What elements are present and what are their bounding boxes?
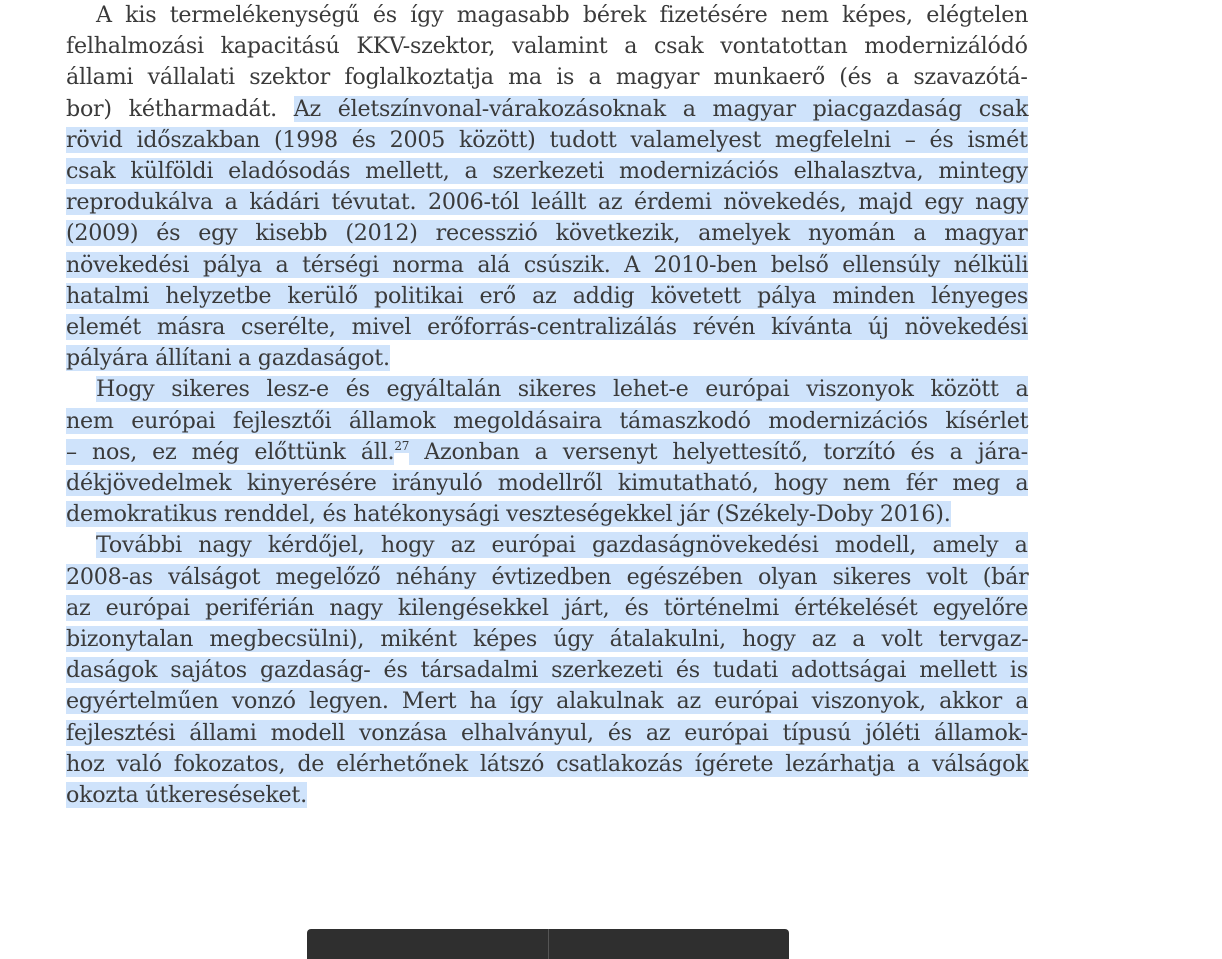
text-line[interactable] [66, 312, 1028, 343]
text-run: növekedési pálya a térségi norma alá csúszik. A 2010-ben belső ellensúly nélküli [66, 251, 1029, 278]
text-run: fejlesztési állami modell vonzása elhalványul, és az európai típusú jóléti államok- [66, 719, 1028, 746]
text-run: pályára állítani a gazdaságot. [66, 345, 390, 372]
text-run: Azonban a versenyt helyettesítő, torzító és a jára- [409, 438, 1028, 465]
text-run: bizonytalan megbecsülni), miként képes úgy átalakulni, hogy az a volt tervgaz- [66, 626, 1029, 652]
text-line[interactable] [66, 437, 1028, 468]
text-run: A kis termelékenységű és így magasabb bérek fizetésére nem képes, elégtelen [96, 2, 1029, 28]
toolbar-button-left[interactable] [307, 929, 549, 959]
text-run: Az életszínvonal-várakozásoknak a magyar piacgazdaság csak [293, 95, 1029, 122]
text-line[interactable] [66, 749, 1028, 780]
text-line[interactable] [66, 406, 1028, 437]
text-line[interactable] [66, 593, 1028, 624]
text-line[interactable] [96, 0, 1028, 31]
text-run: egyértelműen vonzó legyen. Mert ha így alakulnak az európai viszonyok, akkor a [66, 688, 1029, 715]
text-run: az európai periférián nagy kilengésekkel járt, és történelmi értékelését egyelőre [66, 594, 1028, 621]
text-line[interactable] [66, 187, 1028, 218]
text-run: dékjövedelmek kinyerésére irányuló modellről kimutatható, hogy nem fér meg a [66, 470, 1029, 496]
text-run: bor) kétharmadát. [66, 95, 294, 122]
text-line[interactable] [66, 125, 1028, 156]
text-line[interactable] [66, 655, 1028, 686]
text-line[interactable] [66, 686, 1028, 717]
text-run: felhalmozási kapacitású KKV-szektor, valamint a csak vontatottan modernizálódó [66, 33, 1028, 60]
text-line[interactable] [66, 31, 1028, 62]
text-line[interactable] [66, 156, 1028, 187]
text-run: rövid időszakban (1998 és 2005 között) tudott valamelyest megfelelni – és ismét [66, 126, 1028, 153]
text-line[interactable] [66, 250, 1028, 281]
text-line[interactable] [66, 562, 1028, 593]
text-run: nem európai fejlesztői államok megoldásaira támaszkodó modernizációs kísérlet [66, 407, 1029, 434]
text-run: demokratikus renddel, és hatékonysági veszteségekkel jár (Székely-Doby 2016). [66, 501, 951, 528]
text-run: reprodukálva a kádári tévutat. 2006-tól leállt az érdemi növekedés, majd egy nagy [66, 189, 1029, 216]
text-line[interactable] [66, 468, 1028, 499]
footnote-ref: 27 [394, 439, 410, 454]
text-run: állami vállalati szektor foglalkoztatja ma is a magyar munkaerő (és a szavazótá- [66, 64, 1028, 91]
text-run: okozta útkereséseket. [66, 782, 307, 808]
text-run: Hogy sikeres lesz-e és egyáltalán sikeres lehet-e európai viszonyok között a [96, 376, 1029, 403]
text-line[interactable] [96, 530, 1028, 561]
text-line[interactable] [66, 62, 1028, 93]
text-line[interactable] [66, 281, 1028, 312]
text-run: – nos, ez még előttünk áll. [66, 438, 395, 465]
text-run: csak külföldi eladósodás mellett, a szerkezeti modernizációs elhalasztva, mintegy [66, 158, 1028, 184]
text-run: elemét másra cserélte, mivel erőforrás-centralizálás révén kívánta új növekedési [66, 314, 1028, 340]
text-line[interactable] [66, 718, 1028, 749]
text-line[interactable] [66, 780, 307, 811]
toolbar-button-right[interactable] [549, 929, 790, 959]
text-run: daságok sajátos gazdaság- és társadalmi szerkezeti és tudati adottságai mellett is [66, 657, 1028, 684]
selection-toolbar[interactable] [307, 929, 789, 959]
text-run: (2009) és egy kisebb (2012) recesszió következik, amelyek nyomán a magyar [66, 220, 1028, 247]
text-run: További nagy kérdőjel, hogy az európai gazdaságnövekedési modell, amely a [96, 532, 1028, 559]
text-line[interactable] [96, 374, 1028, 405]
text-line[interactable] [66, 499, 951, 530]
text-line[interactable] [66, 624, 1028, 655]
text-line[interactable] [66, 343, 390, 374]
text-line[interactable] [66, 94, 1028, 125]
text-run: hoz való fokozatos, de elérhetőnek látszó csatlakozás ígérete lezárhatja a válságok [66, 750, 1029, 777]
text-run: hatalmi helyzetbe kerülő politikai erő az addig követett pálya minden lényeges [66, 282, 1029, 309]
text-line[interactable] [66, 218, 1028, 249]
text-run: 2008-as válságot megelőző néhány évtizedben egészében olyan sikeres volt (bár [66, 563, 1029, 590]
